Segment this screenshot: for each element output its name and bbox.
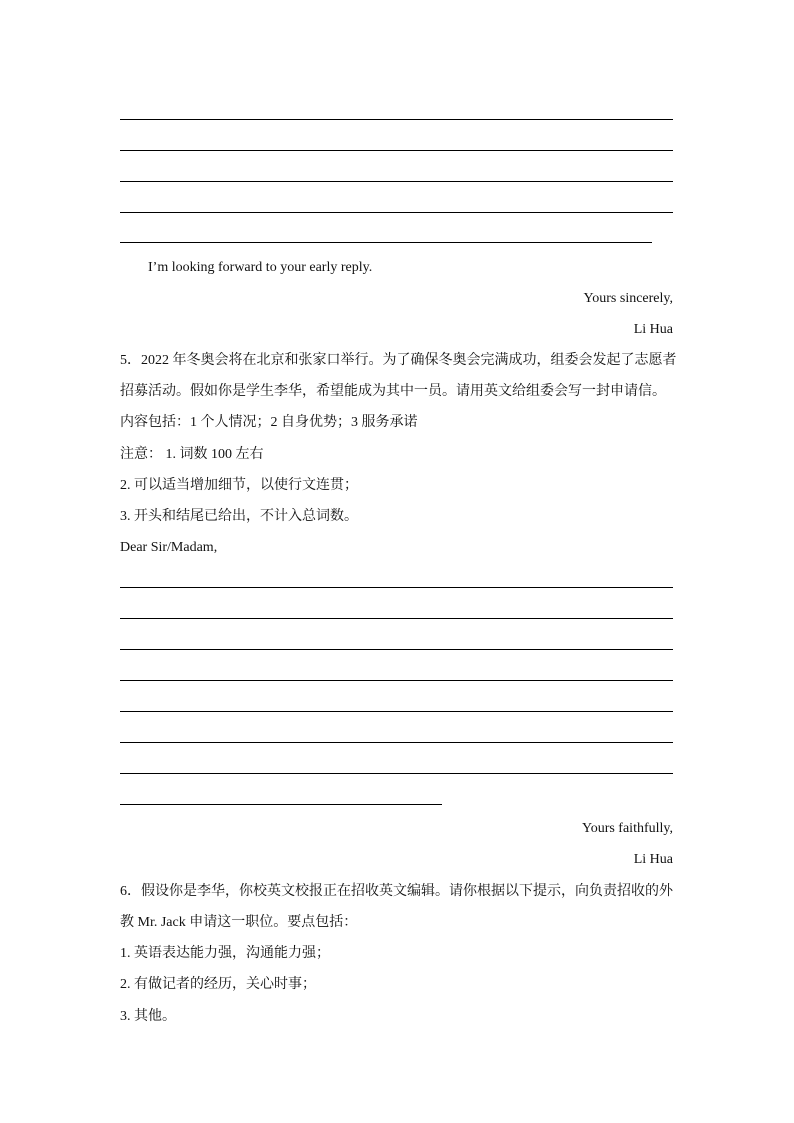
writing-line bbox=[120, 587, 673, 588]
q6-point2: 2. 有做记者的经历，关心时事； bbox=[120, 977, 316, 992]
q5-sign-off: Yours faithfully, bbox=[581, 821, 673, 836]
writing-line bbox=[120, 618, 673, 619]
writing-line bbox=[120, 119, 673, 120]
closing-sentence: I’m looking forward to your early reply. bbox=[148, 260, 373, 275]
writing-line bbox=[120, 212, 673, 213]
writing-line bbox=[120, 773, 673, 774]
q6-point1: 1. 英语表达能力强，沟通能力强； bbox=[120, 946, 330, 961]
q5-salutation: Dear Sir/Madam, bbox=[120, 540, 218, 555]
writing-line-short bbox=[120, 804, 442, 805]
writing-line bbox=[120, 711, 673, 712]
signature: Li Hua bbox=[633, 322, 673, 337]
q5-note3: 3. 开头和结尾已给出，不计入总词数。 bbox=[120, 509, 358, 524]
q5-signature: Li Hua bbox=[633, 852, 673, 867]
q6-point3: 3. 其他。 bbox=[120, 1009, 176, 1024]
q6-prompt-line2: 教 Mr. Jack 申请这一职位。要点包括： bbox=[120, 915, 358, 930]
q5-content: 内容包括：1 个人情况；2 自身优势；3 服务承诺 bbox=[120, 415, 418, 430]
writing-line bbox=[120, 649, 673, 650]
q6-prompt-line1: 6．假设你是李华，你校英文校报正在招收英文编辑。请你根据以下提示，向负责招收的外 bbox=[120, 884, 673, 899]
writing-line bbox=[120, 680, 673, 681]
writing-line-short bbox=[120, 242, 652, 243]
sign-off: Yours sincerely, bbox=[583, 291, 673, 306]
q5-prompt-line2: 招募活动。假如你是学生李华，希望能成为其中一员。请用英文给组委会写一封申请信。 bbox=[120, 384, 666, 399]
writing-line bbox=[120, 150, 673, 151]
writing-line bbox=[120, 742, 673, 743]
q5-prompt-line1: 5．2022 年冬奥会将在北京和张家口举行。为了确保冬奥会完满成功，组委会发起了志愿者 bbox=[120, 353, 677, 368]
writing-line bbox=[120, 181, 673, 182]
q5-note2: 2. 可以适当增加细节，以使行文连贯； bbox=[120, 478, 358, 493]
q5-note1: 注意： 1. 词数 100 左右 bbox=[120, 447, 264, 462]
